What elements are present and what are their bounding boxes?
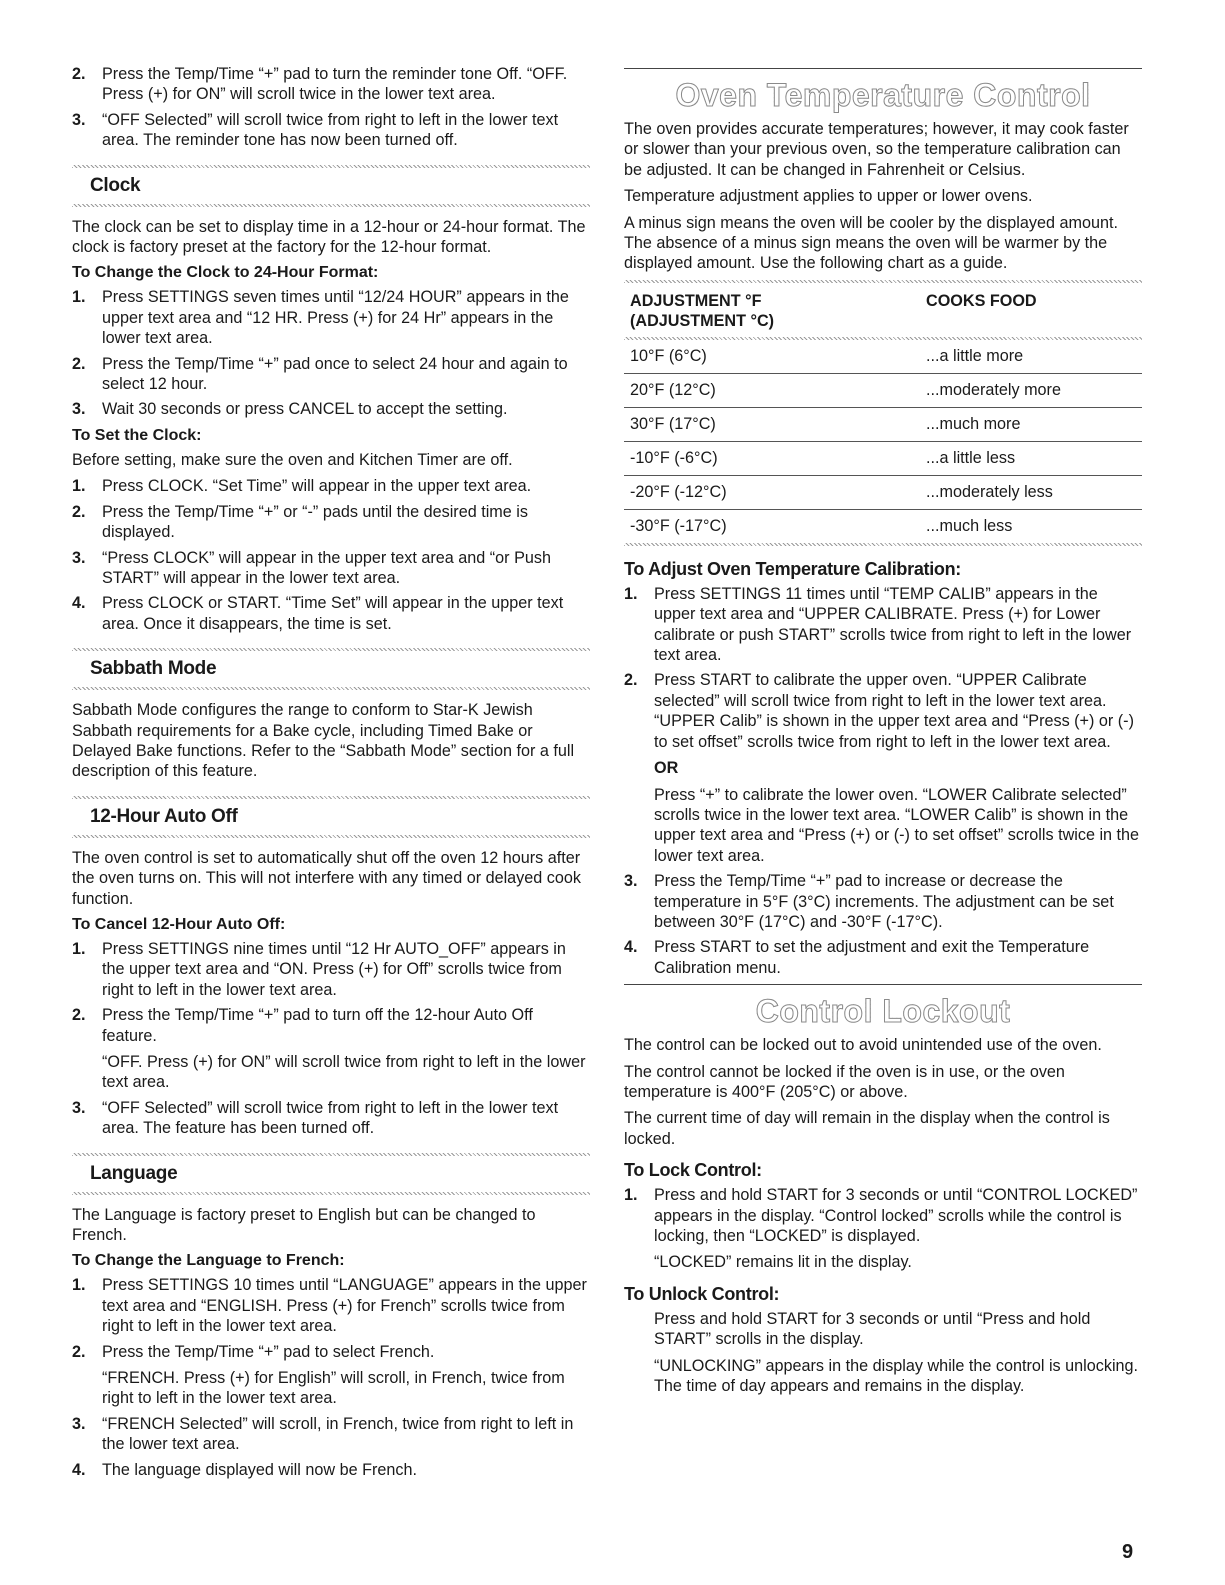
step-text: Press SETTINGS seven times until “12/24 HOUR” appears in the upper text area and “12 HR. Press (+) for 24 Hr” appears in the lower text area. <box>102 288 569 348</box>
paragraph: Press and hold START for 3 seconds or until “Press and hold START” scrolls in the display. <box>654 1309 1091 1349</box>
table-row <box>624 475 1142 509</box>
step-text: Press SETTINGS nine times until “12 Hr AUTO_OFF” appears in the upper text area and “ON. Press (+) for Off” scrolls twice from right to left in the lower text area. <box>102 939 566 999</box>
step-text: Press the Temp/Time “+” pad to turn off the 12-hour Auto Off feature. <box>102 1006 533 1045</box>
autooff-steps <box>72 939 590 1139</box>
subheading: To Change the Clock to 24-Hour Format: <box>72 264 379 282</box>
clock-24h-steps <box>72 287 590 419</box>
paragraph: The clock can be set to display time in a 12-hour or 24-hour format. The clock is factory preset at the factory for the 12-hour format. <box>72 217 586 257</box>
table-row <box>624 373 1142 407</box>
list-item <box>72 354 590 395</box>
step-text: “Press CLOCK” will appear in the upper text area and “or Push START” will appear in the lower text area. <box>102 548 551 587</box>
paragraph: A minus sign means the oven will be cooler by the displayed amount. The absence of a minus sign means the oven will be warmer by the displayed amount. Use the following chart as a guide. <box>624 213 1118 273</box>
step-number: 2. <box>72 502 86 521</box>
step-text: Press the Temp/Time “+” pad to increase or decrease the temperature in 5°F (3°C) increments. The adjustment can be set between 30°F (17°C) and -30°F (-17°C). <box>654 872 1114 931</box>
list-item <box>72 1098 590 1139</box>
paragraph: The Language is factory preset to English but can be changed to French. <box>72 1205 536 1245</box>
divider <box>72 687 590 690</box>
table-cell: ...moderately more <box>920 373 1142 407</box>
table-cell: 20°F (12°C) <box>624 373 920 407</box>
step-text: Press SETTINGS 11 times until “TEMP CALIB” appears in the upper text area and “UPPER CALIBRATE. Press (+) for Lower calibrate or push START” scrolls twice from right to left in the lower text area. <box>654 584 1132 665</box>
step-text: “FRENCH Selected” will scroll, in French, twice from right to left in the lower text area. <box>102 1414 574 1454</box>
list-item <box>72 1414 590 1455</box>
section-heading: 12-Hour Auto Off <box>90 805 238 827</box>
table-row <box>624 407 1142 441</box>
table-row <box>624 509 1142 543</box>
sabbath-heading-block <box>72 648 590 690</box>
paragraph: The control can be locked out to avoid unintended use of the oven. <box>624 1036 1102 1055</box>
list-item <box>72 1005 590 1093</box>
section-heading: Oven Temperature Control <box>624 69 1142 114</box>
list-item <box>72 548 590 589</box>
list-item <box>72 64 590 105</box>
step-number: 4. <box>624 938 638 957</box>
adjustment-table <box>624 285 1142 546</box>
table-footer-separator <box>624 543 1142 546</box>
step-number: 1. <box>624 1186 638 1205</box>
step-number: 3. <box>72 1414 86 1433</box>
step-continuation: Press “+” to calibrate the lower oven. “LOWER Calibrate selected” scrolls twice in the lower text area. “LOWER Calib” is shown in the upper text area and “Press (+) or (-) to set offset” scrolls twice in the lower text area. <box>654 785 1140 865</box>
paragraph: The oven provides accurate temperatures; however, it may cook faster or slower than your previous oven, so the temperature calibration can be adjusted. It can be changed in Fahrenheit or Celsius. <box>624 120 1129 179</box>
table-cell: ...much more <box>920 407 1142 441</box>
step-number: 3. <box>72 400 86 419</box>
table-cell: -30°F (-17°C) <box>630 516 727 535</box>
step-text: “OFF Selected” will scroll twice from right to left in the lower text area. The feature has been turned off. <box>102 1098 559 1138</box>
set-clock-steps <box>72 476 590 634</box>
subheading: To Change the Language to French: <box>72 1252 345 1270</box>
step-number: 1. <box>72 477 86 496</box>
calibration-steps <box>624 584 1142 978</box>
table-row <box>624 441 1142 475</box>
paragraph: The oven control is set to automatically shut off the oven 12 hours after the oven turns on. This will not interfere with any timed or delayed cook function. <box>72 848 581 908</box>
step-text: “OFF Selected” will scroll twice from right to left in the lower text area. The reminder tone has now been turned off. <box>102 110 559 150</box>
subheading: To Adjust Oven Temperature Calibration: <box>624 558 962 579</box>
list-item <box>72 1342 590 1409</box>
list-item <box>72 502 590 543</box>
paragraph: Before setting, make sure the oven and Kitchen Timer are off. <box>72 450 513 469</box>
step-text: Press the Temp/Time “+” or “-” pads until the desired time is displayed. <box>102 502 528 542</box>
step-number: 3. <box>72 110 86 129</box>
right-column <box>624 64 1142 1402</box>
list-item <box>72 939 590 1000</box>
table-cell: ...a little less <box>920 441 1142 475</box>
step-number: 3. <box>624 872 638 891</box>
divider <box>72 204 590 207</box>
step-text: Press the Temp/Time “+” pad once to select 24 hour and again to select 12 hour. <box>102 354 568 394</box>
list-item <box>624 584 1142 666</box>
oven-temp-heading-block <box>624 68 1142 113</box>
table-cell: 30°F (17°C) <box>624 407 920 441</box>
section-heading: Language <box>90 1162 178 1184</box>
section-heading: Sabbath Mode <box>90 658 217 680</box>
page-number: 9 <box>1122 1541 1134 1563</box>
step-number: 1. <box>72 939 86 958</box>
step-text: Press START to calibrate the upper oven. “UPPER Calibrate selected” will scroll twice from right to left in the lower text area. “UPPER Calib” is shown in the upper text area and “Press (+) or (-) to set offset” scrolls twice from right to left in the lower text area. <box>654 671 1134 751</box>
step-text: The language displayed will now be French. <box>102 1460 417 1479</box>
paragraph: Sabbath Mode configures the range to conform to Star-K Jewish Sabbath requirements for a Bake cycle, including Timed Bake or Delayed Bake functions. Refer to the “Sabbath Mode” section for a full description of this feature. <box>72 701 575 781</box>
step-text: Press the Temp/Time “+” pad to turn the reminder tone Off. “OFF. Press (+) for ON” will scroll twice in the lower text area. <box>102 65 568 104</box>
step-number: 4. <box>72 1460 86 1479</box>
language-steps <box>72 1275 590 1480</box>
divider <box>624 543 1142 546</box>
list-item <box>72 287 590 348</box>
table-cell: 10°F (6°C) <box>624 340 920 374</box>
list-item <box>72 1275 590 1336</box>
list-item <box>624 670 1142 866</box>
step-number: 2. <box>72 354 86 373</box>
step-text: Press SETTINGS 10 times until “LANGUAGE” appears in the upper text area and “ENGLISH. Press (+) for French” scrolls twice from right to left in the lower text area. <box>102 1276 587 1336</box>
paragraph: “UNLOCKING” appears in the display while the control is unlocking. The time of day appears and remains in the display. <box>654 1356 1139 1396</box>
left-column <box>72 64 590 1486</box>
step-text: Press CLOCK or START. “Time Set” will appear in the upper text area. Once it disappears, the time is set. <box>102 594 564 633</box>
lockout-heading-block <box>624 984 1142 1029</box>
step-text: Press and hold START for 3 seconds or until “CONTROL LOCKED” appears in the display. “Control locked” scrolls while the control is locking, then “LOCKED” is displayed. <box>654 1186 1138 1245</box>
step-number: 4. <box>72 594 86 613</box>
table-row <box>624 340 1142 374</box>
divider <box>72 835 590 838</box>
step-number: 3. <box>72 548 86 567</box>
list-item <box>72 399 590 419</box>
list-item <box>624 871 1142 932</box>
table-cell: ...much less <box>926 516 1013 535</box>
table-cell: ...moderately less <box>920 475 1142 509</box>
list-item <box>72 476 590 496</box>
or-label: OR <box>654 759 679 778</box>
subheading: To Set the Clock: <box>72 426 202 444</box>
header-line: (ADJUSTMENT °C) <box>630 311 775 330</box>
step-number: 2. <box>72 65 86 83</box>
list-item <box>624 1185 1142 1273</box>
table-cell: ...a little more <box>920 340 1142 374</box>
autooff-heading-block <box>72 796 590 838</box>
step-number: 2. <box>72 1006 86 1025</box>
step-number: 1. <box>72 288 86 307</box>
section-heading: Clock <box>90 174 141 196</box>
divider <box>72 1192 590 1195</box>
step-continuation: “FRENCH. Press (+) for English” will scroll, in French, twice from right to left in the lower text area. <box>102 1369 565 1408</box>
step-number: 3. <box>72 1098 86 1117</box>
step-number: 2. <box>624 671 638 690</box>
divider <box>624 280 1142 283</box>
paragraph: The control cannot be locked if the oven is in use, or the oven temperature is 400°F (205°C) or above. <box>624 1062 1065 1101</box>
column-header <box>624 285 920 337</box>
section-heading: Control Lockout <box>624 985 1142 1030</box>
reminder-steps <box>72 64 590 151</box>
step-text: Press START to set the adjustment and exit the Temperature Calibration menu. <box>654 938 1090 977</box>
list-item <box>624 937 1142 978</box>
step-continuation: “OFF. Press (+) for ON” will scroll twice from right to left in the lower text area. <box>102 1053 586 1092</box>
lock-steps <box>624 1185 1142 1273</box>
step-text: Press the Temp/Time “+” pad to select French. <box>102 1342 435 1361</box>
step-number: 2. <box>72 1342 86 1361</box>
paragraph: The current time of day will remain in the display when the control is locked. <box>624 1109 1110 1148</box>
table-header-row <box>624 285 1142 337</box>
step-continuation: “LOCKED” remains lit in the display. <box>654 1253 912 1272</box>
subheading: To Cancel 12-Hour Auto Off: <box>72 915 286 933</box>
paragraph: Temperature adjustment applies to upper or lower ovens. <box>624 187 1033 206</box>
list-item <box>72 593 590 634</box>
language-heading-block <box>72 1153 590 1195</box>
clock-heading-block <box>72 165 590 207</box>
list-item <box>72 1460 590 1480</box>
subheading: To Lock Control: <box>624 1160 762 1181</box>
table-cell: -20°F (-12°C) <box>624 475 920 509</box>
step-text: Press CLOCK. “Set Time” will appear in the upper text area. <box>102 477 532 496</box>
list-item <box>72 110 590 151</box>
subheading: To Unlock Control: <box>624 1283 780 1304</box>
column-header: COOKS FOOD <box>926 291 1037 310</box>
step-number: 1. <box>624 584 638 603</box>
step-number: 1. <box>72 1276 86 1295</box>
step-text: Wait 30 seconds or press CANCEL to accept the setting. <box>102 400 508 419</box>
table-cell: -10°F (-6°C) <box>624 441 920 475</box>
header-line: ADJUSTMENT °F <box>630 291 762 310</box>
